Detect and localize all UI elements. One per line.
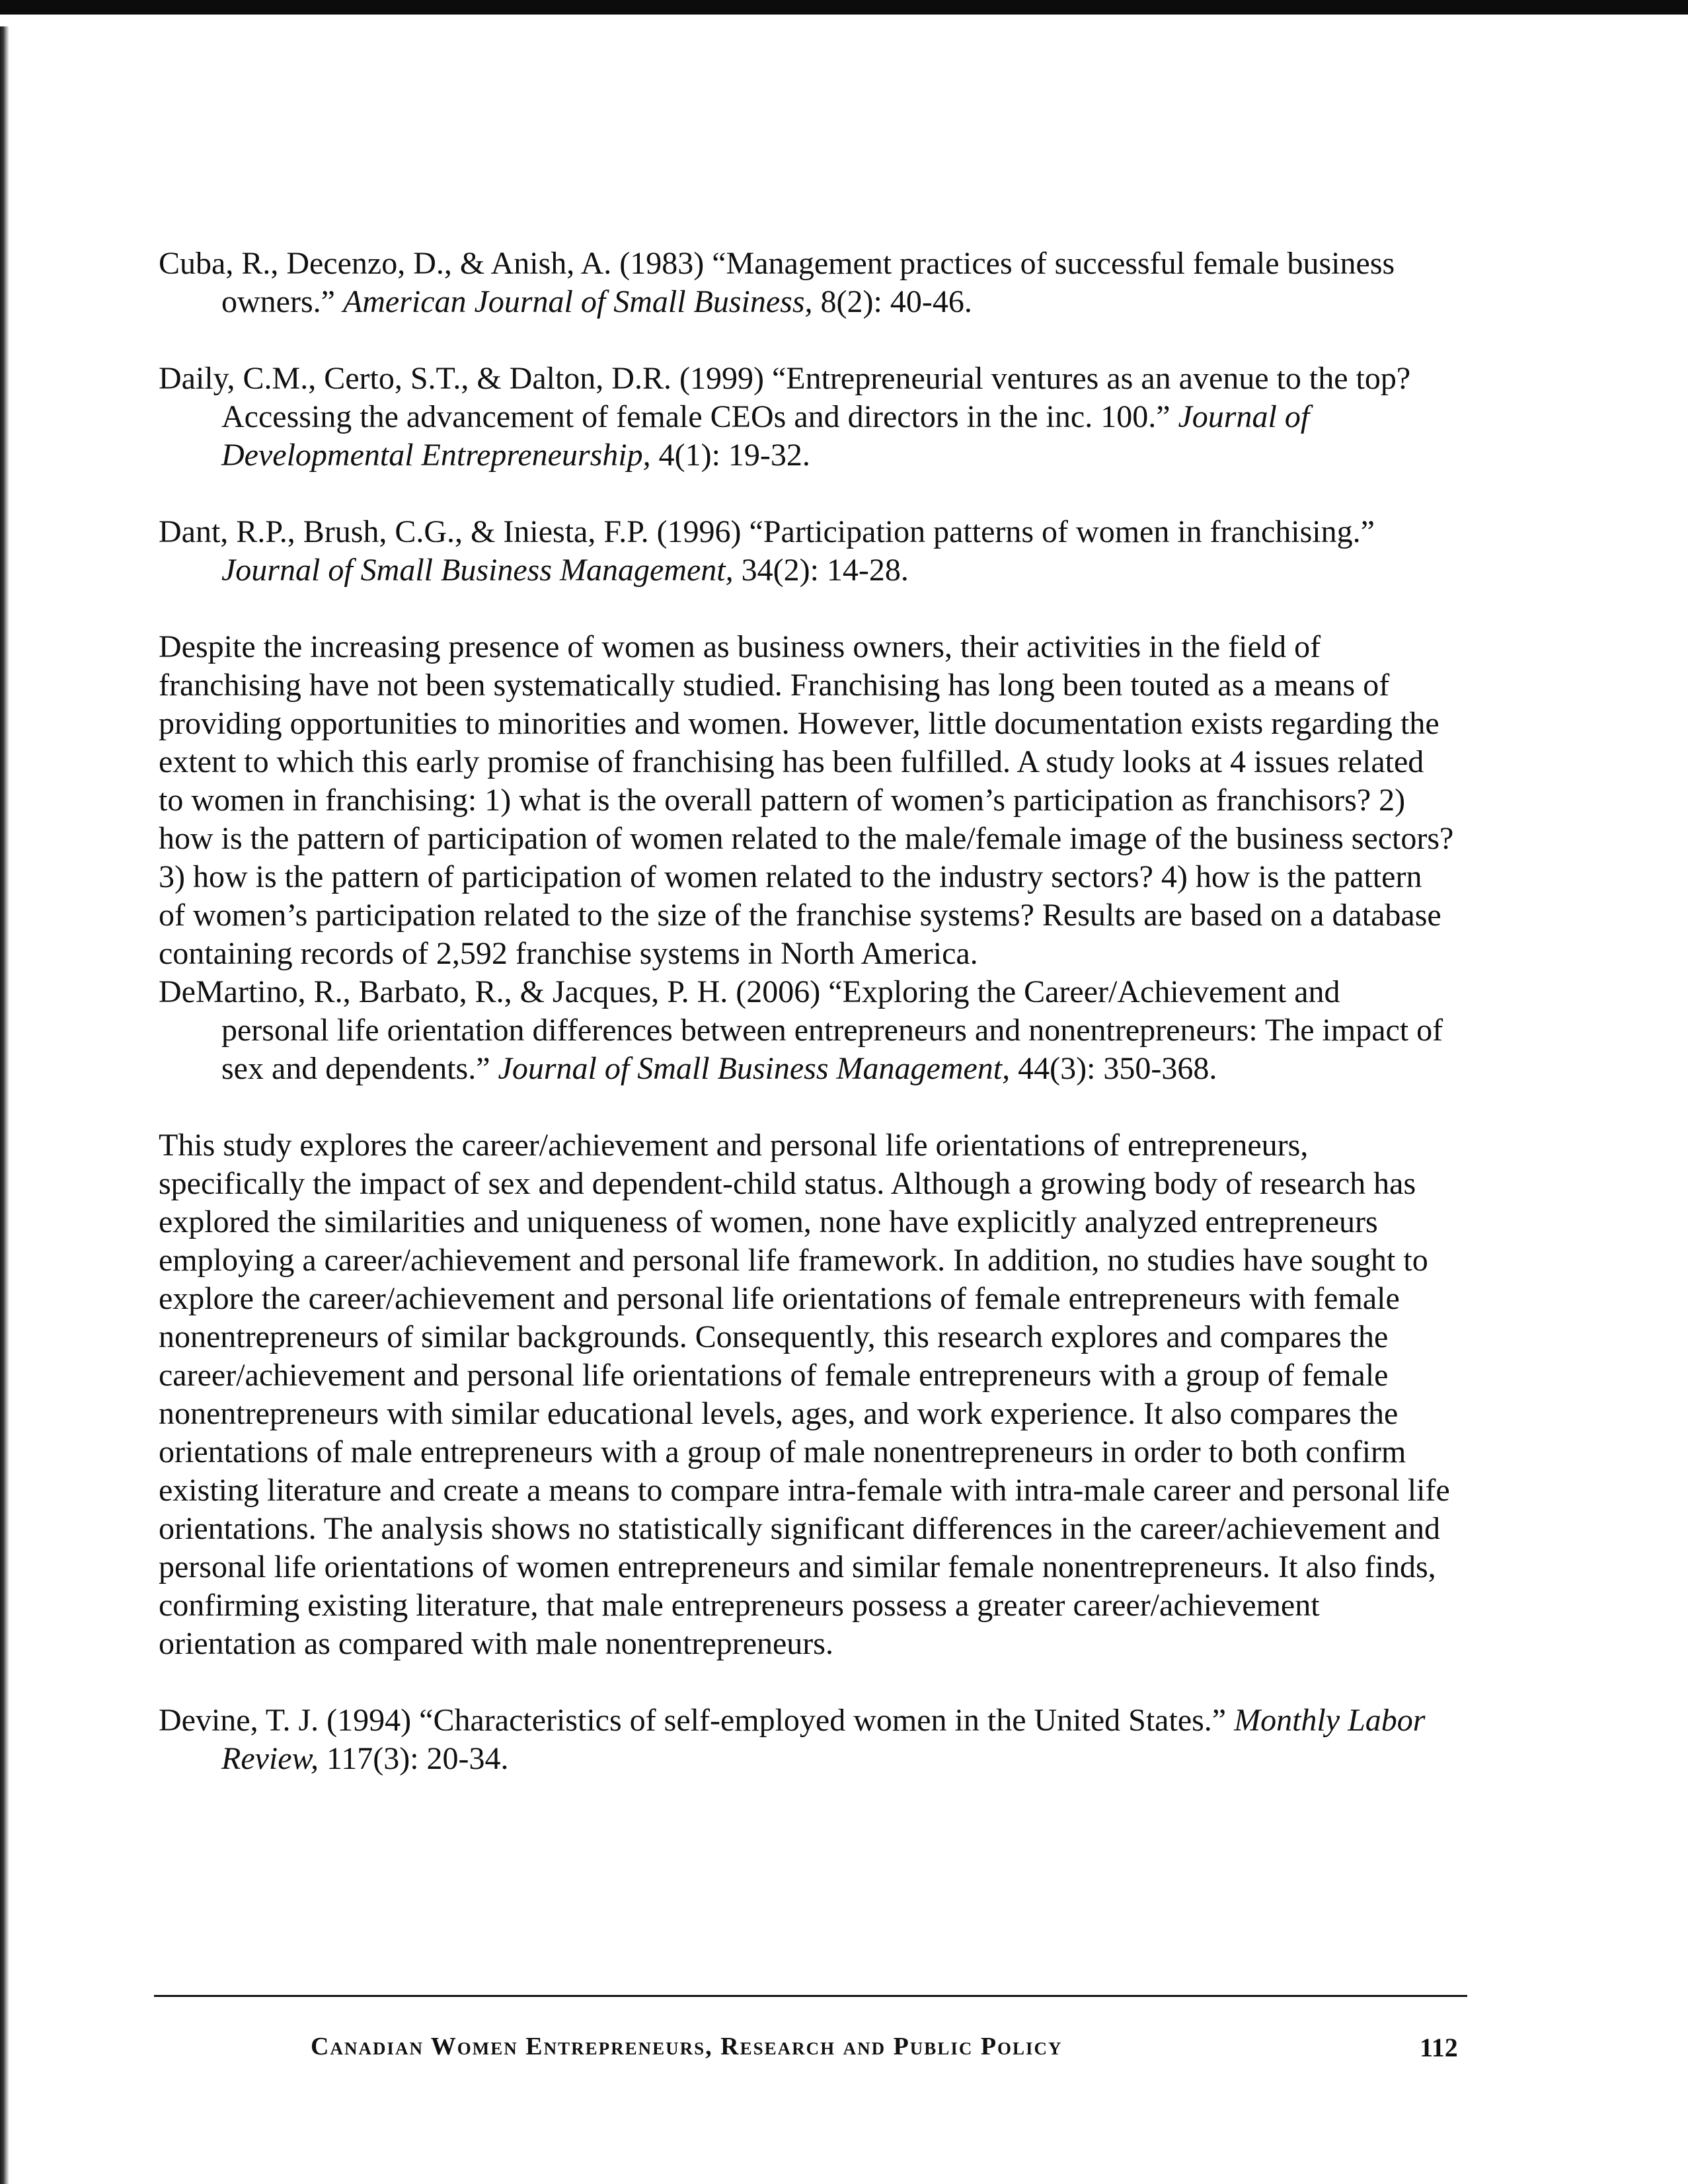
reference-text: Dant, R.P., Brush, C.G., & Iniesta, F.P. (1996) “Participation patterns of women in franchising.” (159, 514, 1375, 549)
footer-divider (154, 1995, 1467, 1997)
running-footer-title: Canadian Women Entrepreneurs, Research and Public Policy (311, 2033, 1063, 2060)
page-body (159, 245, 1454, 1778)
scan-left-edge (0, 26, 9, 2184)
reference-text: Cuba, R., Decenzo, D., & Anish, A. (1983) “Management practices of successful female business owners.” (159, 246, 1395, 319)
reference-entry (159, 513, 1454, 590)
reference-entry (159, 360, 1454, 475)
reference-text: DeMartino, R., Barbato, R., & Jacques, P. H. (2006) “Exploring the Career/Achievement and personal life orientation differences between entrepreneurs and nonentrepreneurs: The impact of sex and dependents.” (159, 974, 1443, 1086)
reference-citation: 117(3): 20-34. (319, 1741, 509, 1776)
reference-text: Daily, C.M., Certo, S.T., & Dalton, D.R. (1999) “Entrepreneurial ventures as an avenue to the top? Accessing the advancement of female CEOs and directors in the inc. 100.” (159, 361, 1411, 434)
abstract-paragraph: Despite the increasing presence of women as business owners, their activities in the field of franchising have not been systematically studied. Franchising has long been touted as a means of providing opportunities to minorities and women. However, little documentation exists regarding the extent to which this early promise of franchising has been fulfilled. A study looks at 4 issues related to women in franchising: 1) what is the overall pattern of women’s participation as franchisors? 2) how is the pattern of participation of women related to the male/female image of the business sectors? 3) how is the pattern of participation of women related to the industry sectors? 4) how is the pattern of women’s participation related to the size of the franchise systems? Results are based on a database containing records of 2,592 franchise systems in North America. (159, 629, 1454, 971)
reference-entry (159, 245, 1454, 321)
reference-entry (159, 1701, 1454, 1778)
journal-title: Journal of Small Business Management, (221, 553, 734, 588)
journal-title: American Journal of Small Business, (342, 284, 813, 319)
journal-title: Monthly Labor Review, (221, 1703, 1426, 1776)
reference-citation: 44(3): 350-368. (1010, 1051, 1217, 1086)
page-number: 112 (1420, 2033, 1458, 2062)
reference-citation: 8(2): 40-46. (812, 284, 972, 319)
scan-top-border (0, 0, 1688, 15)
abstract-paragraph: This study explores the career/achievement and personal life orientations of entrepreneurs, specifically the impact of sex and dependent-child status. Although a growing body of research has explored the similarities and uniqueness of women, none have explicitly analyzed entrepreneurs employing a career/achievement and personal life framework. In addition, no studies have sought to explore the career/achievement and personal life orientations of female entrepreneurs with female nonentrepreneurs of similar backgrounds. Consequently, this research explores and compares the career/achievement and personal life orientations of female entrepreneurs with a group of female nonentrepreneurs with similar educational levels, ages, and work experience. It also compares the orientations of male entrepreneurs with a group of male nonentrepreneurs in order to both confirm existing literature and create a means to compare intra-female with intra-male career and personal life orientations. The analysis shows no statistically significant differences in the career/achievement and personal life orientations of women entrepreneurs and similar female nonentrepreneurs. It also finds, confirming existing literature, that male entrepreneurs possess a greater career/achievement orientation as compared with male nonentrepreneurs. (159, 1128, 1450, 1661)
journal-title: Journal of Small Business Management, (498, 1051, 1011, 1086)
reference-citation: 4(1): 19-32. (650, 438, 810, 473)
reference-entry (159, 973, 1454, 1088)
reference-citation: 34(2): 14-28. (733, 553, 909, 588)
reference-text: Devine, T. J. (1994) “Characteristics of self-employed women in the United States.” (159, 1703, 1235, 1738)
journal-title: Journal of Developmental Entrepreneurship, (221, 399, 1310, 473)
